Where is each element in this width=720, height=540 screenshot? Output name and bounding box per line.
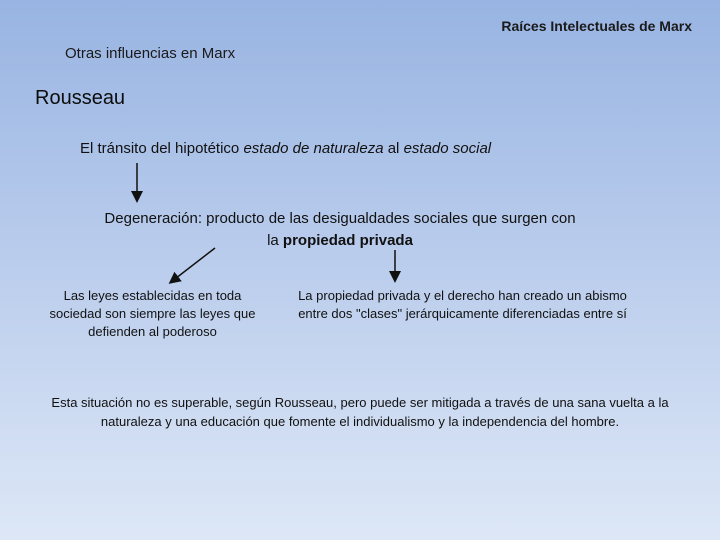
degeneration-line1: Degeneración: producto de las desigualdades sociales que surgen con	[104, 210, 576, 227]
degeneration-statement	[60, 208, 620, 252]
conclusion-paragraph: Esta situación no es superable, según Rousseau, pero puede ser mitigada a través de una sana vuelta a la naturaleza y una educación que fomente el individualismo y la independencia del hombre.	[51, 395, 669, 429]
degeneration-line2	[60, 230, 620, 252]
laws-box: Las leyes establecidas en toda sociedad son siempre las leyes que defienden al poderoso	[49, 288, 256, 339]
transit-term-social: estado social	[403, 140, 492, 157]
arrow-degeneration-to-laws	[171, 248, 215, 282]
property-box: La propiedad privada y el derecho han creado un abismo entre dos "clases" jerárquicamente diferenciadas entre sí	[298, 288, 627, 321]
private-property-term: propiedad privada	[282, 232, 413, 249]
transit-middle: al	[383, 140, 404, 157]
degeneration-line2-prefix: la	[267, 232, 283, 249]
transit-prefix: El tránsito del hipotético	[80, 140, 244, 157]
header-title: Raíces Intelectuales de Marx	[501, 18, 692, 34]
subtitle: Otras influencias en Marx	[65, 45, 236, 62]
section-heading: Rousseau	[35, 87, 126, 109]
transit-term-nature: estado de naturaleza	[243, 140, 384, 157]
